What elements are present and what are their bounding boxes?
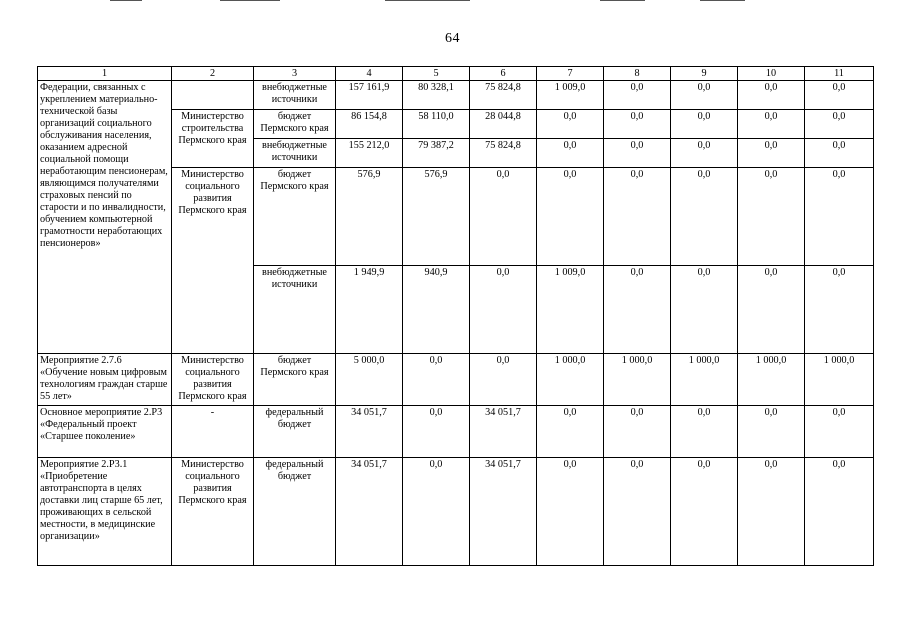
top-edge-line xyxy=(385,0,470,1)
amount-cell: 0,0 xyxy=(604,406,671,458)
amount-cell: 0,0 xyxy=(738,458,805,566)
funding-source: бюджет Пермского края xyxy=(254,354,336,406)
funding-source: федеральный бюджет xyxy=(254,406,336,458)
table-row xyxy=(38,354,874,406)
amount-cell: 1 000,0 xyxy=(537,354,604,406)
col-header: 2 xyxy=(172,67,254,81)
table-row xyxy=(38,406,874,458)
top-edge-line xyxy=(600,0,645,1)
top-edge-line xyxy=(700,0,745,1)
amount-cell: 0,0 xyxy=(537,139,604,168)
funding-source: федеральный бюджет xyxy=(254,458,336,566)
amount-cell: 0,0 xyxy=(604,458,671,566)
amount-cell: 0,0 xyxy=(738,110,805,139)
amount-cell: 576,9 xyxy=(336,168,403,266)
executor-cell: Министерство социального развития Пермского края xyxy=(172,354,254,406)
funding-source: внебюджетные источники xyxy=(254,81,336,110)
amount-cell: 940,9 xyxy=(403,266,470,354)
amount-cell: 0,0 xyxy=(403,406,470,458)
amount-cell: 0,0 xyxy=(403,354,470,406)
amount-cell: 1 949,9 xyxy=(336,266,403,354)
amount-cell: 0,0 xyxy=(805,266,874,354)
top-edge-line xyxy=(110,0,142,1)
amount-cell: 0,0 xyxy=(604,168,671,266)
amount-cell: 576,9 xyxy=(403,168,470,266)
col-header: 5 xyxy=(403,67,470,81)
amount-cell: 58 110,0 xyxy=(403,110,470,139)
amount-cell: 0,0 xyxy=(738,406,805,458)
col-header: 4 xyxy=(336,67,403,81)
amount-cell: 0,0 xyxy=(805,168,874,266)
activity-name: Федерации, связанных с укреплением материально-технической базы организаций социального обслуживания населения, оказанием адресной социальной помощи неработающим пенсионерам, являющимся получателями страховых пенсий по старости и по инвалидности, обучением компьютерной грамотности неработающих пенсионеров» xyxy=(38,81,172,354)
col-header: 9 xyxy=(671,67,738,81)
amount-cell: 0,0 xyxy=(671,168,738,266)
amount-cell: 5 000,0 xyxy=(336,354,403,406)
amount-cell: 0,0 xyxy=(805,81,874,110)
activity-name: Основное мероприятие 2.P3 «Федеральный проект «Старшее поколение» xyxy=(38,406,172,458)
amount-cell: 1 000,0 xyxy=(604,354,671,406)
amount-cell: 34 051,7 xyxy=(336,458,403,566)
amount-cell: 0,0 xyxy=(805,139,874,168)
amount-cell: 0,0 xyxy=(671,81,738,110)
amount-cell: 0,0 xyxy=(738,266,805,354)
amount-cell: 0,0 xyxy=(738,139,805,168)
amount-cell: 34 051,7 xyxy=(470,406,537,458)
amount-cell: 155 212,0 xyxy=(336,139,403,168)
executor-cell xyxy=(172,81,254,110)
executor-cell: - xyxy=(172,406,254,458)
amount-cell: 0,0 xyxy=(537,110,604,139)
activity-name: Мероприятие 2.P3.1 «Приобретение автотранспорта в целях доставки лиц старше 65 лет, проживающих в сельской местности, в медицинские организации» xyxy=(38,458,172,566)
col-header: 11 xyxy=(805,67,874,81)
amount-cell: 0,0 xyxy=(604,266,671,354)
amount-cell: 0,0 xyxy=(671,406,738,458)
amount-cell: 0,0 xyxy=(805,458,874,566)
amount-cell: 157 161,9 xyxy=(336,81,403,110)
amount-cell: 86 154,8 xyxy=(336,110,403,139)
col-header: 3 xyxy=(254,67,336,81)
amount-cell: 79 387,2 xyxy=(403,139,470,168)
amount-cell: 0,0 xyxy=(671,458,738,566)
amount-cell: 0,0 xyxy=(537,406,604,458)
amount-cell: 0,0 xyxy=(470,168,537,266)
col-header: 7 xyxy=(537,67,604,81)
amount-cell: 0,0 xyxy=(470,266,537,354)
amount-cell: 34 051,7 xyxy=(336,406,403,458)
funding-source: бюджет Пермского края xyxy=(254,168,336,266)
col-header: 6 xyxy=(470,67,537,81)
amount-cell: 1 009,0 xyxy=(537,81,604,110)
amount-cell: 1 000,0 xyxy=(805,354,874,406)
amount-cell: 0,0 xyxy=(738,81,805,110)
amount-cell: 1 000,0 xyxy=(738,354,805,406)
amount-cell: 0,0 xyxy=(805,110,874,139)
amount-cell: 0,0 xyxy=(537,168,604,266)
amount-cell: 0,0 xyxy=(470,354,537,406)
executor-cell: Министерство строительства Пермского края xyxy=(172,110,254,168)
amount-cell: 0,0 xyxy=(805,406,874,458)
col-header: 1 xyxy=(38,67,172,81)
budget-table xyxy=(37,66,874,566)
amount-cell: 0,0 xyxy=(537,458,604,566)
amount-cell: 0,0 xyxy=(403,458,470,566)
col-header: 10 xyxy=(738,67,805,81)
funding-source: внебюджетные источники xyxy=(254,266,336,354)
column-number-row xyxy=(38,67,874,81)
table-row xyxy=(38,458,874,566)
amount-cell: 28 044,8 xyxy=(470,110,537,139)
amount-cell: 0,0 xyxy=(671,266,738,354)
amount-cell: 0,0 xyxy=(604,81,671,110)
amount-cell: 34 051,7 xyxy=(470,458,537,566)
amount-cell: 75 824,8 xyxy=(470,81,537,110)
col-header: 8 xyxy=(604,67,671,81)
top-edge-line xyxy=(220,0,280,1)
activity-name: Мероприятие 2.7.6 «Обучение новым цифровым технологиям граждан старше 55 лет» xyxy=(38,354,172,406)
amount-cell: 0,0 xyxy=(738,168,805,266)
executor-cell: Министерство социального развития Пермского края xyxy=(172,458,254,566)
amount-cell: 0,0 xyxy=(671,139,738,168)
page-number: 64 xyxy=(445,31,460,46)
amount-cell: 1 000,0 xyxy=(671,354,738,406)
amount-cell: 0,0 xyxy=(604,110,671,139)
funding-source: внебюджетные источники xyxy=(254,139,336,168)
funding-source: бюджет Пермского края xyxy=(254,110,336,139)
amount-cell: 0,0 xyxy=(604,139,671,168)
amount-cell: 75 824,8 xyxy=(470,139,537,168)
table-row xyxy=(38,81,874,110)
amount-cell: 0,0 xyxy=(671,110,738,139)
amount-cell: 1 009,0 xyxy=(537,266,604,354)
amount-cell: 80 328,1 xyxy=(403,81,470,110)
executor-cell: Министерство социального развития Пермского края xyxy=(172,168,254,354)
